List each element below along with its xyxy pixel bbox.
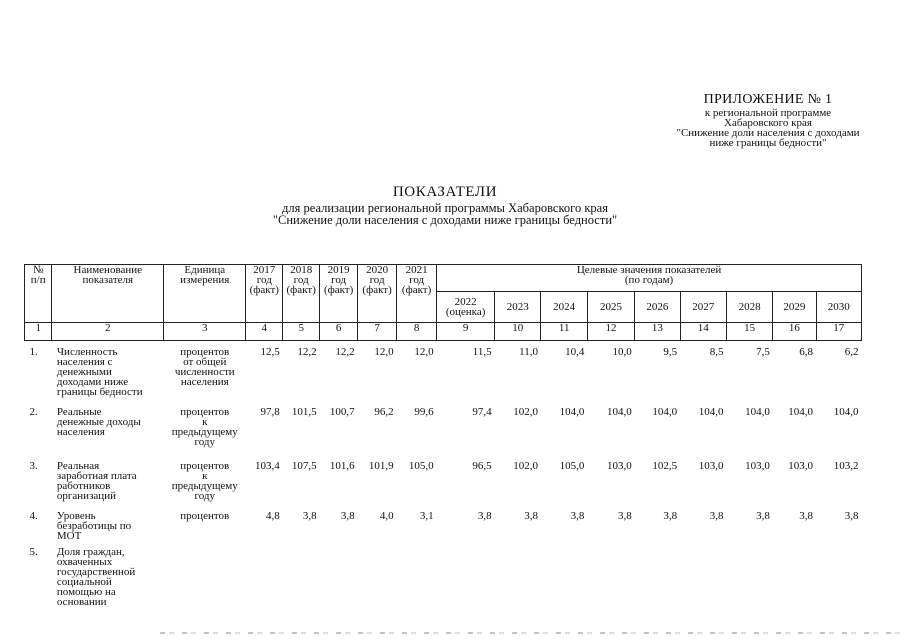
row-value: 8,5 (709, 346, 724, 358)
header-text: 2018 (290, 264, 313, 276)
row-value: 101,6 (329, 460, 355, 472)
unit-line: к (202, 470, 208, 482)
header-text: Единица (184, 264, 226, 276)
row-number: 4. (29, 510, 38, 522)
header-text: (факт) (362, 284, 392, 296)
row-value: 12,0 (374, 346, 394, 358)
indicator-name-line: Доля граждан, (56, 546, 125, 558)
header-cell-fact-year (358, 265, 397, 323)
header-cell-fact-year (320, 265, 358, 323)
row-value-empty (495, 547, 541, 607)
header-cell-target-year (726, 292, 772, 323)
header-text: 2026 (646, 301, 669, 313)
row-value: 3,8 (570, 510, 585, 522)
column-number: 4 (246, 323, 283, 341)
unit-line: году (194, 436, 216, 448)
row-value: 3,1 (419, 510, 434, 522)
header-text: год (409, 274, 425, 286)
header-cell-target-year (541, 292, 587, 323)
indicator-name-line: населения с (56, 356, 113, 368)
row-value: 3,8 (477, 510, 492, 522)
unit-line: году (194, 490, 216, 502)
indicator-name-line: доходами ниже (56, 376, 129, 388)
header-cell-target-group (437, 265, 862, 292)
row-value: 97,4 (472, 406, 492, 418)
row-value: 3,8 (799, 510, 814, 522)
row-indicator-name (52, 347, 164, 407)
indicator-name-line: работников (56, 480, 111, 492)
header-text: 2027 (692, 301, 715, 313)
row-value: 10,0 (612, 346, 632, 358)
indicator-name-line: денежные доходы (56, 416, 141, 428)
column-number: 11 (541, 323, 587, 341)
row-value-empty (437, 547, 495, 607)
row-value: 102,0 (513, 406, 538, 418)
column-number: 8 (397, 323, 437, 341)
row-value: 12,2 (297, 346, 317, 358)
indicator-name-line: границы бедности (56, 386, 143, 398)
document-subtitle-line: "Снижение доли населения с доходами ниже границы бедности" (272, 213, 618, 227)
row-value: 9,5 (663, 346, 678, 358)
row-value: 3,8 (756, 510, 770, 522)
header-text: 2017 (253, 264, 276, 276)
header-text: Целевые значения показателей (576, 264, 722, 276)
header-text: 2020 (366, 264, 389, 276)
header-text: 2021 (405, 264, 428, 276)
row-value: 102,0 (513, 460, 538, 472)
row-unit (164, 511, 246, 547)
row-value: 7,5 (756, 346, 770, 358)
row-value: 103,4 (255, 460, 280, 472)
header-text: год (369, 274, 385, 286)
row-value: 103,0 (788, 460, 814, 472)
indicator-name-line: безработицы по (56, 520, 132, 532)
row-value: 103,0 (607, 460, 632, 472)
column-number: 17 (816, 323, 861, 341)
header-text: (по годам) (624, 274, 674, 286)
header-text: (факт) (323, 284, 354, 296)
column-number: 16 (773, 323, 816, 341)
appendix-title: ПРИЛОЖЕНИЕ № 1 (703, 92, 833, 107)
row-value: 103,0 (745, 460, 770, 472)
row-value: 11,5 (472, 346, 492, 358)
table-row (25, 407, 862, 461)
row-number: 5. (29, 546, 38, 558)
column-number: 6 (320, 323, 358, 341)
unit-line: от общей (183, 356, 227, 368)
row-value: 105,0 (408, 460, 434, 472)
row-unit (164, 407, 246, 461)
column-number: 15 (726, 323, 772, 341)
row-indicator-name (52, 407, 164, 461)
column-number: 14 (680, 323, 726, 341)
row-value-empty (397, 547, 437, 607)
indicator-name-line: Реальная (56, 460, 100, 472)
indicator-name-line: государственной (56, 566, 136, 578)
row-indicator-name (52, 461, 164, 511)
indicator-name-line: организаций (56, 490, 116, 502)
indicator-name-line: основании (56, 596, 107, 608)
row-value: 104,0 (652, 406, 678, 418)
indicator-name-line: Реальные (56, 406, 102, 418)
column-number: 9 (437, 323, 495, 341)
header-cell-unit (164, 265, 246, 323)
row-unit (164, 547, 246, 607)
row-value: 104,0 (607, 406, 632, 418)
column-number: 3 (164, 323, 246, 341)
header-cell-fact-year (283, 265, 320, 323)
row-value: 96,2 (374, 406, 394, 418)
column-number: 12 (587, 323, 634, 341)
header-text: № (32, 264, 44, 276)
appendix-line: ниже границы бедности" (709, 137, 827, 149)
table-row (25, 461, 862, 511)
row-value: 101,5 (291, 406, 317, 418)
row-indicator-name (52, 547, 164, 607)
row-value: 11,0 (519, 346, 538, 358)
header-text: 2023 (506, 301, 529, 313)
header-text: 2029 (783, 301, 806, 313)
row-number: 2. (29, 406, 38, 418)
row-value: 97,8 (260, 406, 280, 418)
header-cell-target-year (495, 292, 541, 323)
header-cell-target-year (635, 292, 680, 323)
header-text: (факт) (249, 284, 279, 296)
row-value: 6,2 (844, 346, 859, 358)
row-value-empty (358, 547, 397, 607)
header-text: год (293, 274, 309, 286)
indicator-name-line: охваченных (56, 556, 113, 568)
unit-line: процентов (180, 460, 230, 472)
indicator-name-line: денежными (56, 366, 112, 378)
appendix-block (618, 92, 905, 148)
document-subtitle-line: для реализации региональной программы Хабаровского края (282, 201, 608, 215)
indicator-name-line: заработная плата (56, 470, 137, 482)
row-value: 96,5 (472, 460, 492, 472)
indicator-name-line: Численность (56, 346, 118, 358)
row-value-empty (541, 547, 587, 607)
header-text: измерения (180, 274, 230, 286)
row-value: 104,0 (698, 406, 724, 418)
column-number: 1 (25, 323, 52, 341)
header-cell-num (25, 265, 52, 323)
row-unit (164, 461, 246, 511)
row-value: 3,8 (302, 510, 317, 522)
unit-line: к (202, 416, 208, 428)
column-number: 13 (635, 323, 680, 341)
row-value: 4,8 (266, 510, 280, 522)
scan-noise (160, 632, 905, 634)
row-value: 4,0 (379, 510, 394, 522)
header-text: 2019 (327, 264, 350, 276)
row-value: 104,0 (833, 406, 859, 418)
column-number: 7 (358, 323, 397, 341)
row-value: 3,8 (663, 510, 678, 522)
column-number: 2 (52, 323, 164, 341)
row-value: 105,0 (559, 460, 585, 472)
row-value: 103,2 (833, 460, 859, 472)
column-number: 5 (283, 323, 320, 341)
table-row (25, 547, 862, 607)
header-cell-target-year (680, 292, 726, 323)
indicator-name-line: населения (56, 426, 105, 438)
row-value-empty (816, 547, 861, 607)
header-text: (факт) (286, 284, 316, 296)
row-value: 102,5 (652, 460, 678, 472)
unit-line: численности (174, 366, 235, 378)
header-row (25, 265, 862, 292)
unit-line: населения (180, 376, 229, 388)
indicator-name-line: МОТ (56, 530, 82, 542)
row-number: 1. (29, 346, 38, 358)
header-cell-fact-year (246, 265, 283, 323)
indicator-name-line: социальной (56, 576, 112, 588)
header-text: 2025 (600, 301, 623, 313)
row-value: 6,8 (799, 346, 814, 358)
indicator-name-line: помощью на (56, 586, 116, 598)
unit-line: предыдущему (171, 426, 238, 438)
row-value: 3,8 (524, 510, 538, 522)
row-indicator-name (52, 511, 164, 547)
unit-line: процентов (180, 510, 230, 522)
row-value: 12,5 (260, 346, 280, 358)
row-value: 12,0 (414, 346, 434, 358)
document-title: ПОКАЗАТЕЛИ (392, 184, 498, 200)
row-value-empty (283, 547, 320, 607)
row-value-empty (587, 547, 634, 607)
header-text: п/п (30, 274, 46, 286)
row-value: 10,4 (565, 346, 585, 358)
unit-line: процентов (180, 346, 230, 358)
header-text: год (331, 274, 347, 286)
row-number: 3. (29, 460, 38, 472)
header-cell-name (52, 265, 164, 323)
header-text: 2022 (454, 296, 477, 308)
header-text: 2028 (738, 301, 761, 313)
row-value: 104,0 (745, 406, 770, 418)
row-value: 99,6 (414, 406, 434, 418)
unit-line: предыдущему (171, 480, 238, 492)
row-value: 100,7 (329, 406, 355, 418)
header-text: 2024 (553, 301, 576, 313)
header-cell-target-year (773, 292, 816, 323)
header-text: Наименование (73, 264, 143, 276)
header-cell-target-year (587, 292, 634, 323)
header-text: год (256, 274, 272, 286)
row-unit (164, 347, 246, 407)
row-value-empty (635, 547, 680, 607)
row-value-empty (773, 547, 816, 607)
header-text: показателя (82, 274, 134, 286)
row-value: 3,8 (340, 510, 355, 522)
row-value: 3,8 (844, 510, 859, 522)
unit-line: процентов (180, 406, 230, 418)
appendix-line: "Снижение доли населения с доходами (676, 127, 860, 139)
row-value: 12,2 (335, 346, 355, 358)
header-cell-target-year (816, 292, 861, 323)
row-value: 3,8 (618, 510, 632, 522)
row-value-empty (320, 547, 358, 607)
header-cell-target-year (437, 292, 495, 323)
header-text: (факт) (401, 284, 432, 296)
appendix-line: к региональной программе (704, 107, 832, 119)
row-value: 104,0 (559, 406, 585, 418)
column-numbers-row (25, 323, 862, 341)
document-heading (150, 184, 740, 226)
row-value-empty (680, 547, 726, 607)
row-value: 107,5 (291, 460, 317, 472)
header-cell-fact-year (397, 265, 437, 323)
row-value: 104,0 (788, 406, 814, 418)
row-value: 3,8 (709, 510, 724, 522)
header-text: 2030 (827, 301, 850, 313)
row-value-empty (726, 547, 772, 607)
row-value: 103,0 (698, 460, 724, 472)
table-row (25, 347, 862, 407)
header-text: (оценка) (445, 306, 486, 318)
indicator-name-line: Уровень (56, 510, 96, 522)
appendix-line: Хабаровского края (724, 117, 812, 129)
column-number: 10 (495, 323, 541, 341)
table-row (25, 511, 862, 547)
row-value-empty (246, 547, 283, 607)
row-value: 101,9 (368, 460, 394, 472)
indicators-table (24, 264, 862, 607)
